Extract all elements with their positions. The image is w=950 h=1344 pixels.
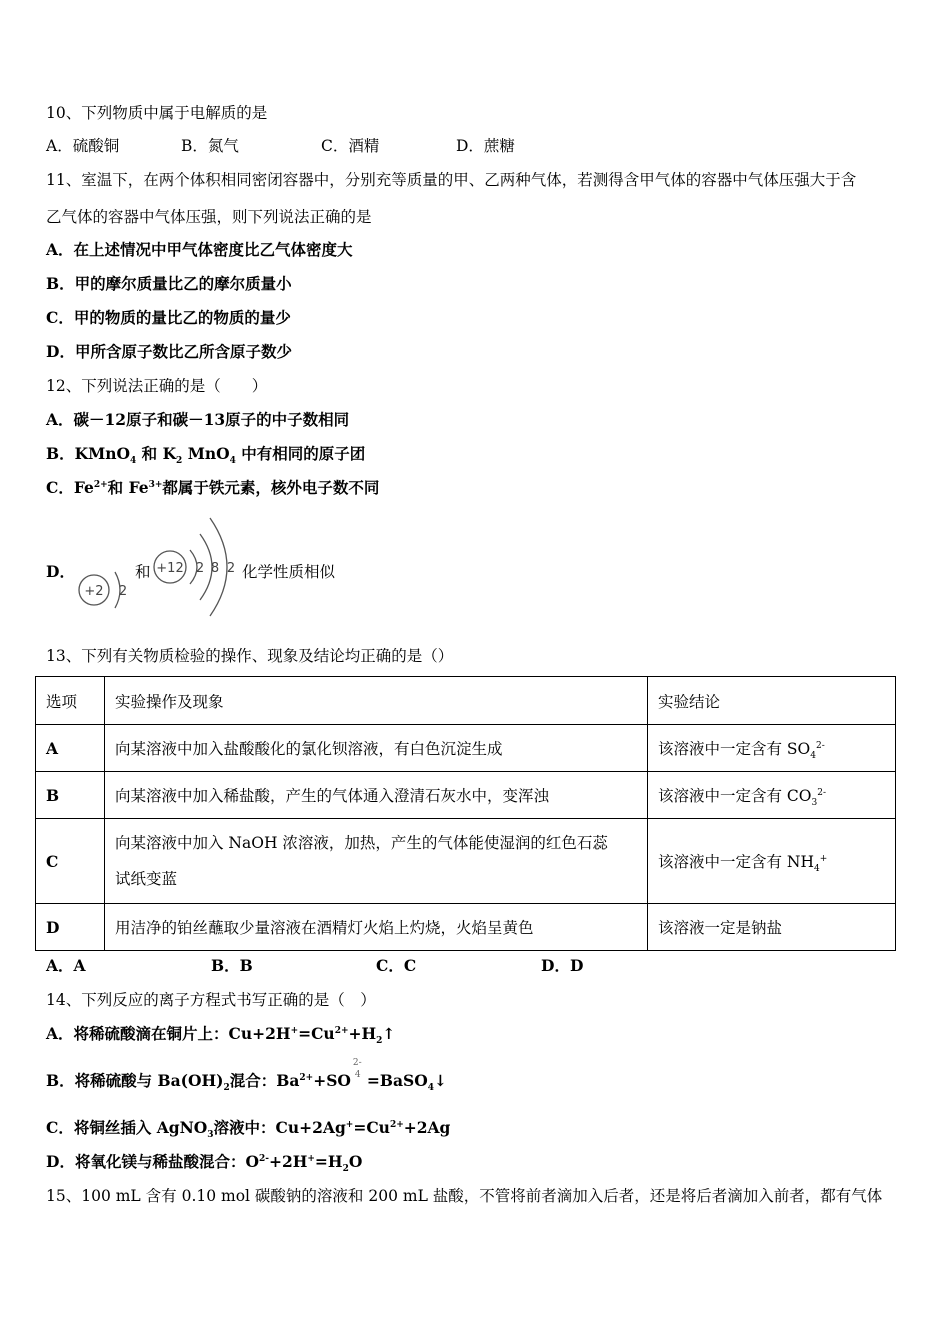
q14-stem: 14、下列反应的离子方程式书写正确的是（ ） — [46, 991, 376, 1009]
header-conclusion: 实验结论 — [648, 677, 896, 725]
row-c-conclusion: 该溶液中一定含有 $NH_4^+$ — [648, 819, 896, 904]
q12-option-d-and: 和 — [135, 563, 151, 581]
q10-option-b: B．氮气 — [181, 137, 239, 155]
atom-diagram-mg — [150, 510, 242, 620]
q12-stem: 12、下列说法正确的是（ ） — [46, 377, 268, 395]
table-header-row — [36, 677, 896, 725]
row-b-conclusion: 该溶液中一定含有 $CO_3^{2-}$ — [648, 772, 896, 819]
q13-stem: 13、下列有关物质检验的操作、现象及结论均正确的是（） — [46, 647, 454, 665]
atom-diagram-he — [72, 562, 132, 620]
row-d-conclusion: 该溶液一定是钠盐 — [648, 904, 896, 951]
q13-options — [46, 956, 583, 976]
row-b-operation: 向某溶液中加入稀盐酸，产生的气体通入澄清石灰水中，变浑浊 — [105, 772, 648, 819]
q15-stem: 15、100 mL 含有 0.10 mol 碳酸钠的溶液和 200 mL 盐酸，不管将前者滴加入后者，还是将后者滴加入前者，都有气体 — [46, 1187, 883, 1205]
atom1-nucleus: +2 — [84, 584, 104, 599]
q12-option-a: A．碳－12原子和碳－13原子的中子数相同 — [46, 410, 350, 429]
row-d-option: D — [36, 904, 105, 951]
q13-option-c: C．C — [376, 956, 417, 975]
q12-option-d-label: D． — [46, 562, 75, 581]
q10-option-d: D．蔗糖 — [456, 137, 515, 155]
table-row — [36, 725, 896, 772]
q13-option-d: D．D — [541, 956, 584, 975]
q11-option-a: A．在上述情况中甲气体密度比乙气体密度大 — [46, 240, 353, 259]
q14-option-a: A．将稀硫酸滴在铜片上：$Cu+2H^+=Cu^{2+}+H_2↑$ — [46, 1024, 396, 1047]
q10-option-a: A．硫酸铜 — [46, 137, 120, 155]
header-operation: 实验操作及现象 — [105, 677, 648, 725]
q11-stem-line2: 乙气体的容器中气体压强，则下列说法正确的是 — [46, 208, 372, 226]
row-a-operation: 向某溶液中加入盐酸酸化的氯化钡溶液，有白色沉淀生成 — [105, 725, 648, 772]
q12-option-d-tail: 化学性质相似 — [242, 563, 336, 581]
q14-option-b: B．将稀硫酸与 $Ba(OH)_2$混合：$Ba^{2+}+SO$ 2- 4 =BaSO$_4$↓ — [46, 1058, 447, 1094]
sulfate-charge: 2- 4 — [352, 1058, 362, 1080]
atom2-nucleus: +12 — [156, 561, 184, 576]
q10-options — [46, 136, 515, 156]
table-row — [36, 772, 896, 819]
q11-stem-line1: 11、室温下，在两个体积相同密闭容器中，分别充等质量的甲、乙两种气体，若测得含甲气体的容器中气体压强大于含 — [46, 171, 857, 189]
q14-option-c: C．将铜丝插入 AgNO$_3$溶液中：$Cu+2Ag^+=Cu^{2+}+2Ag$ — [46, 1118, 451, 1141]
q12-option-c: C．$Fe^{2+}$和 $Fe^{3+}$都属于铁元素，核外电子数不同 — [46, 478, 380, 497]
atom2-shell1: 2 — [195, 561, 205, 576]
atom2-shell3: 2 — [226, 561, 236, 576]
q10-option-c: C．酒精 — [321, 137, 380, 155]
row-a-option: A — [36, 725, 105, 772]
row-c-option: C — [36, 819, 105, 904]
q10-stem: 10、下列物质中属于电解质的是 — [46, 104, 268, 122]
q13-table — [35, 676, 896, 951]
atom2-shell2: 8 — [210, 561, 220, 576]
q12-option-b: B．KMnO$_4$ 和 $K_2$ MnO$_4$ 中有相同的原子团 — [46, 444, 366, 467]
q11-option-d: D．甲所含原子数比乙所含原子数少 — [46, 342, 292, 361]
table-row — [36, 819, 896, 904]
row-b-option: B — [36, 772, 105, 819]
header-option: 选项 — [36, 677, 105, 725]
row-c-operation: 向某溶液中加入 NaOH 浓溶液，加热，产生的气体能使湿润的红色石蕊 试纸变蓝 — [105, 819, 648, 904]
q11-option-c: C．甲的物质的量比乙的物质的量少 — [46, 308, 291, 327]
q11-option-b: B．甲的摩尔质量比乙的摩尔质量小 — [46, 274, 292, 293]
row-d-operation: 用洁净的铂丝蘸取少量溶液在酒精灯火焰上灼烧，火焰呈黄色 — [105, 904, 648, 951]
atom1-shell1: 2 — [118, 584, 128, 599]
row-a-conclusion: 该溶液中一定含有 $SO_4^{2-}$ — [648, 725, 896, 772]
table-row — [36, 904, 896, 951]
q14-option-d: D．将氧化镁与稀盐酸混合：$O^{2-}+2H^+=H_2O$ — [46, 1152, 363, 1175]
q13-option-a: A．A — [46, 956, 86, 975]
q13-option-b: B．B — [211, 956, 253, 975]
